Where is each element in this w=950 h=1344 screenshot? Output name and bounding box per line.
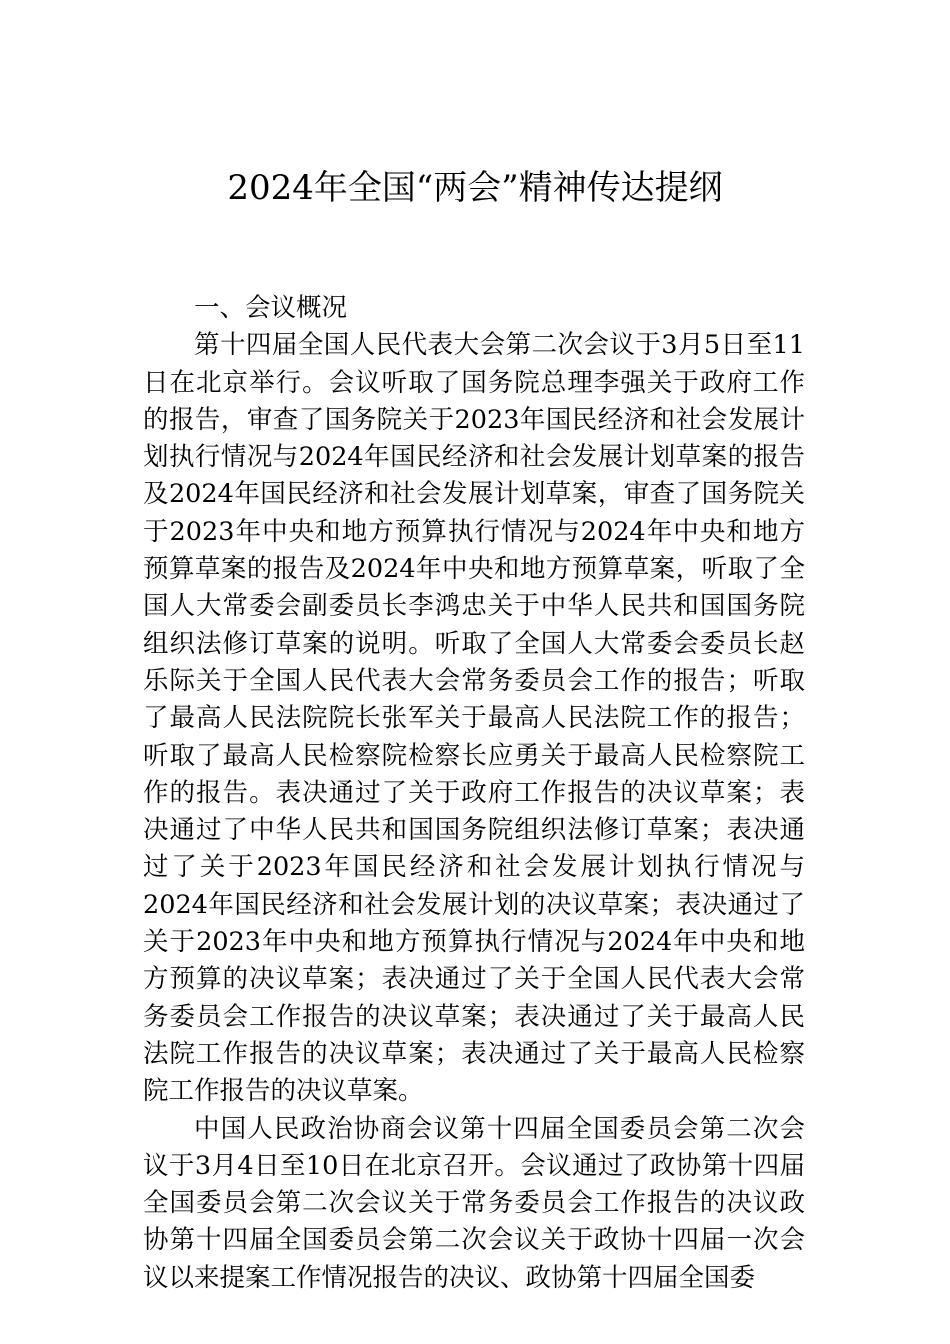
section-heading: 一、会议概况 — [194, 293, 348, 323]
paragraph-npc-session: 第十四届全国人民代表大会第二次会议于3月5日至11日在北京举行。会议听取了国务院总理李强关于政府工作的报告，审查了国务院关于2023年国民经济和社会发展计划执行情况与2024年国民经济和社会发展计划草案的报告及2024年国民经济和社会发展计划草案，审查了国务院关于2023年中央和地方预算执行情况与2024年中央和地方预算草案的报告及2024年中央和地方预算草案，听取了全国人大常委会副委员长李鸿忠关于中华人民共和国国务院组织法修订草案的说明。听取了全国人大常委会委员长赵乐际关于全国人民代表大会常务委员会工作的报告；听取了最高人民法院院长张军关于最高人民法院工作的报告；听取了最高人民检察院检察长应勇关于最高人民检察院工作的报告。表决通过了关于政府工作报告的决议草案；表决通过了中华人民共和国国务院组织法修订草案；表决通过了关于2023年国民经济和社会发展计划执行情况与2024年国民经济和社会发展计划的决议草案；表决通过了关于2023年中央和地方预算执行情况与2024年中央和地方预算的决议草案；表决通过了关于全国人民代表大会常务委员会工作报告的决议草案；表决通过了关于最高人民法院工作报告的决议草案；表决通过了关于最高人民检察院工作报告的决议草案。 — [143, 330, 805, 1107]
paragraph-cppcc-session: 中国人民政治协商会议第十四届全国委员会第二次会议于3月4日至10日在北京召开。会议通过了政协第十四届全国委员会第二次会议关于常务委员会工作报告的决议政协第十四届全国委员会第二次会议关于政协十四届一次会议以来提案工作情况报告的决议、政协第十四届全国委 — [143, 1113, 805, 1293]
document-body — [143, 290, 805, 1297]
document-title: 2024年全国“两会”精神传达提纲 — [227, 168, 723, 208]
